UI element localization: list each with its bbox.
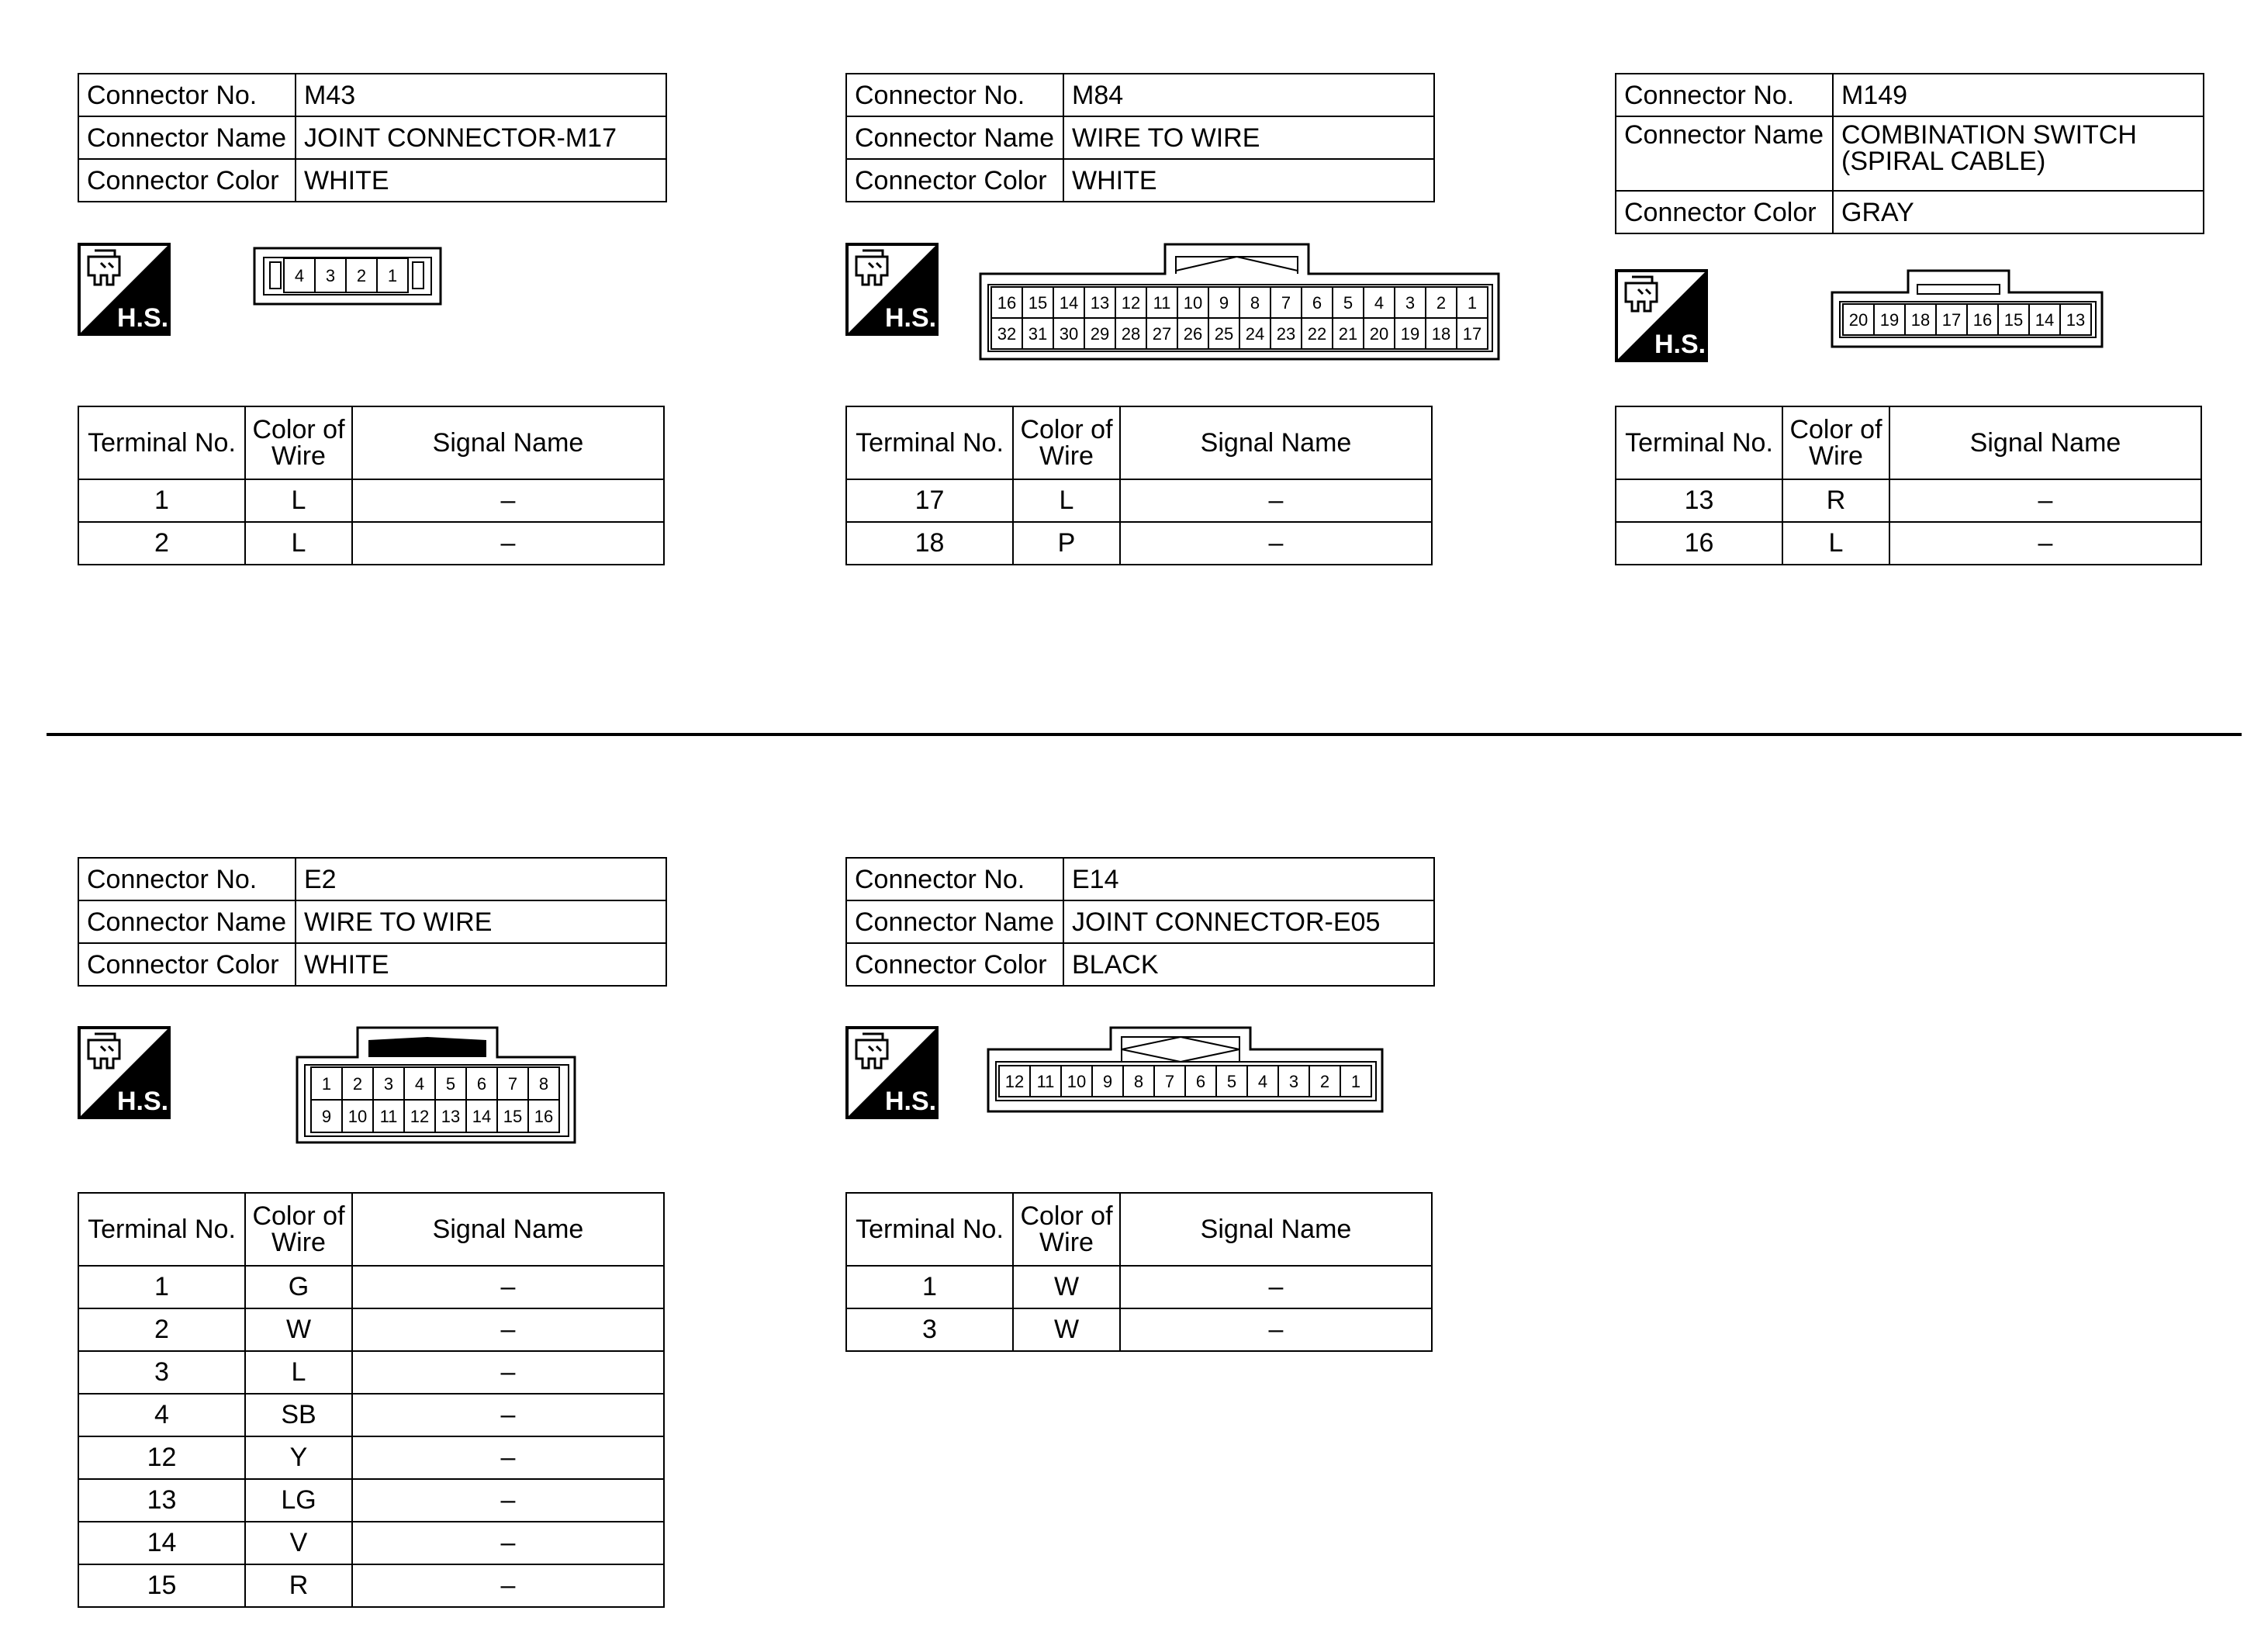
pin-number: 15 — [503, 1107, 523, 1126]
signal-name-cell: – — [1120, 522, 1432, 565]
connector-name-value: WIRE TO WIRE — [1063, 116, 1434, 159]
pin-number: 4 — [1257, 1072, 1268, 1091]
pin-number: 1 — [321, 1074, 332, 1094]
pin-number: 19 — [1879, 310, 1900, 330]
connector-no-value: E2 — [296, 858, 666, 900]
wire-color-cell: V — [245, 1522, 352, 1564]
wire-color-cell: L — [1782, 522, 1889, 565]
connector-color-label: Connector Color — [1616, 191, 1833, 233]
color-of-wire-header: Color of Wire — [1782, 406, 1889, 479]
hs-label: H.S. — [884, 303, 937, 333]
pin-number: 16 — [534, 1107, 554, 1126]
pin-number: 20 — [1369, 324, 1389, 344]
connector-face-e14 — [987, 1026, 1387, 1116]
table-row — [78, 479, 664, 522]
section-divider — [47, 733, 2242, 736]
table-row — [1616, 522, 2201, 565]
pin-number: 26 — [1183, 324, 1203, 344]
pin-number: 30 — [1059, 324, 1079, 344]
signal-name-cell: – — [1120, 479, 1432, 522]
wire-color-cell: L — [1013, 479, 1120, 522]
harness-side-icon — [78, 243, 171, 336]
pin-number: 13 — [1090, 293, 1110, 313]
signal-name-cell: – — [352, 1479, 664, 1522]
wire-color-cell: W — [1013, 1266, 1120, 1308]
table-row — [1616, 479, 2201, 522]
pin-number: 17 — [1462, 324, 1482, 344]
pin-number: 4 — [294, 266, 305, 285]
table-row — [78, 1394, 664, 1436]
pin-number: 2 — [352, 1074, 363, 1094]
pin-number: 10 — [1067, 1072, 1087, 1091]
connector-name-value: WIRE TO WIRE — [296, 900, 666, 943]
harness-side-icon — [845, 243, 939, 336]
signal-name-cell: – — [352, 1436, 664, 1479]
pin-number: 5 — [445, 1074, 456, 1094]
hs-label: H.S. — [884, 1087, 937, 1116]
pin-number: 8 — [1133, 1072, 1144, 1091]
color-of-wire-header: Color of Wire — [245, 1193, 352, 1266]
pin-number: 21 — [1338, 324, 1358, 344]
signal-name-cell: – — [1120, 1266, 1432, 1308]
pin-number: 13 — [2066, 310, 2086, 330]
signal-name-header: Signal Name — [1120, 1193, 1432, 1266]
pin-number: 3 — [1288, 1072, 1299, 1091]
pin-number: 22 — [1307, 324, 1327, 344]
wire-color-cell: P — [1013, 522, 1120, 565]
signal-name-cell: – — [1120, 1308, 1432, 1351]
pin-number: 18 — [1910, 310, 1931, 330]
terminal-no-cell: 1 — [78, 1266, 245, 1308]
connector-info-table — [78, 73, 667, 202]
terminal-no-cell: 3 — [78, 1351, 245, 1394]
connector-color-value: WHITE — [296, 159, 666, 202]
signal-name-cell: – — [352, 1394, 664, 1436]
wire-color-cell: Y — [245, 1436, 352, 1479]
terminal-no-cell: 14 — [78, 1522, 245, 1564]
table-row — [78, 1308, 664, 1351]
connector-color-value: BLACK — [1063, 943, 1434, 986]
table-row — [846, 1266, 1432, 1308]
connector-name-label: Connector Name — [1616, 116, 1833, 191]
table-row — [78, 522, 664, 565]
pin-number: 14 — [1059, 293, 1079, 313]
connector-no-value: E14 — [1063, 858, 1434, 900]
connector-color-label: Connector Color — [846, 943, 1063, 986]
pin-number: 23 — [1276, 324, 1296, 344]
pin-number: 5 — [1343, 293, 1353, 313]
table-row — [78, 1351, 664, 1394]
signal-name-cell: – — [1889, 479, 2201, 522]
connector-color-value: WHITE — [1063, 159, 1434, 202]
signal-name-cell: – — [1889, 522, 2201, 565]
pin-number: 8 — [538, 1074, 549, 1094]
terminal-no-header: Terminal No. — [78, 406, 245, 479]
wire-color-cell: L — [245, 1351, 352, 1394]
pin-number: 2 — [1319, 1072, 1330, 1091]
wire-color-cell: G — [245, 1266, 352, 1308]
wire-color-cell: W — [1013, 1308, 1120, 1351]
connector-face-m149 — [1831, 269, 2107, 351]
hs-label: H.S. — [116, 1087, 169, 1116]
signal-name-header: Signal Name — [352, 1193, 664, 1266]
pin-number: 2 — [1436, 293, 1447, 313]
pin-number: 9 — [1219, 293, 1229, 313]
connector-face-m84 — [979, 243, 1503, 364]
signal-name-header: Signal Name — [1889, 406, 2201, 479]
connector-color-value: GRAY — [1833, 191, 2204, 233]
terminal-no-header: Terminal No. — [78, 1193, 245, 1266]
pin-number: 10 — [1183, 293, 1203, 313]
pin-number: 12 — [1004, 1072, 1025, 1091]
terminal-table — [78, 406, 665, 565]
pin-number: 5 — [1226, 1072, 1237, 1091]
terminal-table — [1615, 406, 2202, 565]
wire-color-cell: W — [245, 1308, 352, 1351]
terminal-no-cell: 3 — [846, 1308, 1013, 1351]
pin-number: 27 — [1152, 324, 1172, 344]
table-row — [846, 522, 1432, 565]
pin-number: 1 — [387, 266, 398, 285]
pin-number: 7 — [1281, 293, 1291, 313]
terminal-no-header: Terminal No. — [846, 406, 1013, 479]
signal-name-header: Signal Name — [1120, 406, 1432, 479]
table-row — [78, 1479, 664, 1522]
pin-number: 18 — [1431, 324, 1451, 344]
table-row — [78, 1266, 664, 1308]
terminal-no-header: Terminal No. — [1616, 406, 1782, 479]
pin-number: 14 — [472, 1107, 492, 1126]
connector-no-value: M43 — [296, 74, 666, 116]
table-row — [78, 1522, 664, 1564]
pin-number: 29 — [1090, 324, 1110, 344]
terminal-no-cell: 12 — [78, 1436, 245, 1479]
connector-no-value: M84 — [1063, 74, 1434, 116]
signal-name-cell: – — [352, 1522, 664, 1564]
pin-number: 7 — [507, 1074, 518, 1094]
pin-number: 14 — [2035, 310, 2055, 330]
pin-number: 19 — [1400, 324, 1420, 344]
pin-number: 8 — [1250, 293, 1260, 313]
color-of-wire-header: Color of Wire — [1013, 406, 1120, 479]
color-of-wire-header: Color of Wire — [1013, 1193, 1120, 1266]
pin-number: 6 — [476, 1074, 487, 1094]
pin-number: 20 — [1848, 310, 1869, 330]
table-row — [846, 1308, 1432, 1351]
pin-number: 32 — [997, 324, 1017, 344]
pin-number: 13 — [441, 1107, 461, 1126]
table-row — [846, 479, 1432, 522]
wire-color-cell: LG — [245, 1479, 352, 1522]
terminal-no-cell: 1 — [846, 1266, 1013, 1308]
harness-side-icon — [1615, 269, 1708, 362]
connector-info-table — [78, 857, 667, 987]
signal-name-cell: – — [352, 1564, 664, 1607]
connector-name-label: Connector Name — [78, 900, 296, 943]
connector-name-label: Connector Name — [78, 116, 296, 159]
connector-name-value: JOINT CONNECTOR-E05 — [1063, 900, 1434, 943]
pin-number: 10 — [347, 1107, 368, 1126]
connector-info-table — [845, 857, 1435, 987]
connector-no-label: Connector No. — [78, 74, 296, 116]
signal-name-header: Signal Name — [352, 406, 664, 479]
pin-number: 25 — [1214, 324, 1234, 344]
terminal-no-cell: 13 — [78, 1479, 245, 1522]
terminal-table — [78, 1192, 665, 1608]
wire-color-cell: R — [1782, 479, 1889, 522]
pin-number: 6 — [1195, 1072, 1206, 1091]
pin-number: 1 — [1467, 293, 1478, 313]
table-row — [78, 1564, 664, 1607]
connector-no-label: Connector No. — [846, 858, 1063, 900]
pin-number: 12 — [410, 1107, 430, 1126]
wire-color-cell: SB — [245, 1394, 352, 1436]
connector-color-value: WHITE — [296, 943, 666, 986]
terminal-no-header: Terminal No. — [846, 1193, 1013, 1266]
connector-name-value: COMBINATION SWITCH (SPIRAL CABLE) — [1833, 116, 2204, 191]
connector-info-table — [1615, 73, 2204, 234]
terminal-no-cell: 13 — [1616, 479, 1782, 522]
pin-number: 1 — [1350, 1072, 1361, 1091]
pin-number: 11 — [1153, 293, 1171, 313]
pin-number: 17 — [1941, 310, 1962, 330]
signal-name-cell: – — [352, 1266, 664, 1308]
pin-number: 3 — [383, 1074, 394, 1094]
color-of-wire-header: Color of Wire — [245, 406, 352, 479]
signal-name-cell: – — [352, 479, 664, 522]
hs-label: H.S. — [1654, 330, 1706, 359]
pin-number: 7 — [1164, 1072, 1175, 1091]
pin-number: 11 — [379, 1107, 398, 1126]
signal-name-cell: – — [352, 522, 664, 565]
pin-number: 6 — [1312, 293, 1322, 313]
connector-face-m43 — [253, 247, 444, 307]
connector-color-label: Connector Color — [846, 159, 1063, 202]
connector-info-table — [845, 73, 1435, 202]
pin-number: 3 — [1405, 293, 1416, 313]
pin-number: 11 — [1036, 1072, 1055, 1091]
pin-number: 28 — [1121, 324, 1141, 344]
table-row — [78, 1436, 664, 1479]
connector-face-e2 — [296, 1026, 579, 1147]
connector-name-label: Connector Name — [846, 900, 1063, 943]
signal-name-cell: – — [352, 1308, 664, 1351]
pin-number: 16 — [1972, 310, 1993, 330]
pin-number: 4 — [414, 1074, 425, 1094]
pin-number: 9 — [321, 1107, 332, 1126]
connector-color-label: Connector Color — [78, 159, 296, 202]
terminal-no-cell: 16 — [1616, 522, 1782, 565]
connector-no-label: Connector No. — [846, 74, 1063, 116]
terminal-no-cell: 4 — [78, 1394, 245, 1436]
pin-number: 9 — [1102, 1072, 1113, 1091]
terminal-no-cell: 1 — [78, 479, 245, 522]
connector-name-label: Connector Name — [846, 116, 1063, 159]
harness-side-icon — [845, 1026, 939, 1119]
pin-number: 4 — [1374, 293, 1385, 313]
terminal-table — [845, 406, 1433, 565]
pin-number: 2 — [356, 266, 367, 285]
connector-color-label: Connector Color — [78, 943, 296, 986]
pin-number: 15 — [1028, 293, 1048, 313]
terminal-no-cell: 18 — [846, 522, 1013, 565]
terminal-no-cell: 17 — [846, 479, 1013, 522]
pin-number: 15 — [2003, 310, 2024, 330]
terminal-no-cell: 2 — [78, 522, 245, 565]
pin-number: 12 — [1121, 293, 1141, 313]
wire-color-cell: L — [245, 479, 352, 522]
connector-no-label: Connector No. — [78, 858, 296, 900]
pin-number: 24 — [1245, 324, 1265, 344]
harness-side-icon — [78, 1026, 171, 1119]
signal-name-cell: – — [352, 1351, 664, 1394]
connector-name-value: JOINT CONNECTOR-M17 — [296, 116, 666, 159]
hs-label: H.S. — [116, 303, 169, 333]
terminal-no-cell: 2 — [78, 1308, 245, 1351]
pin-number: 3 — [325, 266, 336, 285]
pin-number: 31 — [1028, 324, 1048, 344]
connector-no-value: M149 — [1833, 74, 2204, 116]
terminal-table — [845, 1192, 1433, 1352]
wire-color-cell: L — [245, 522, 352, 565]
wire-color-cell: R — [245, 1564, 352, 1607]
pin-number: 16 — [997, 293, 1017, 313]
terminal-no-cell: 15 — [78, 1564, 245, 1607]
connector-no-label: Connector No. — [1616, 74, 1833, 116]
